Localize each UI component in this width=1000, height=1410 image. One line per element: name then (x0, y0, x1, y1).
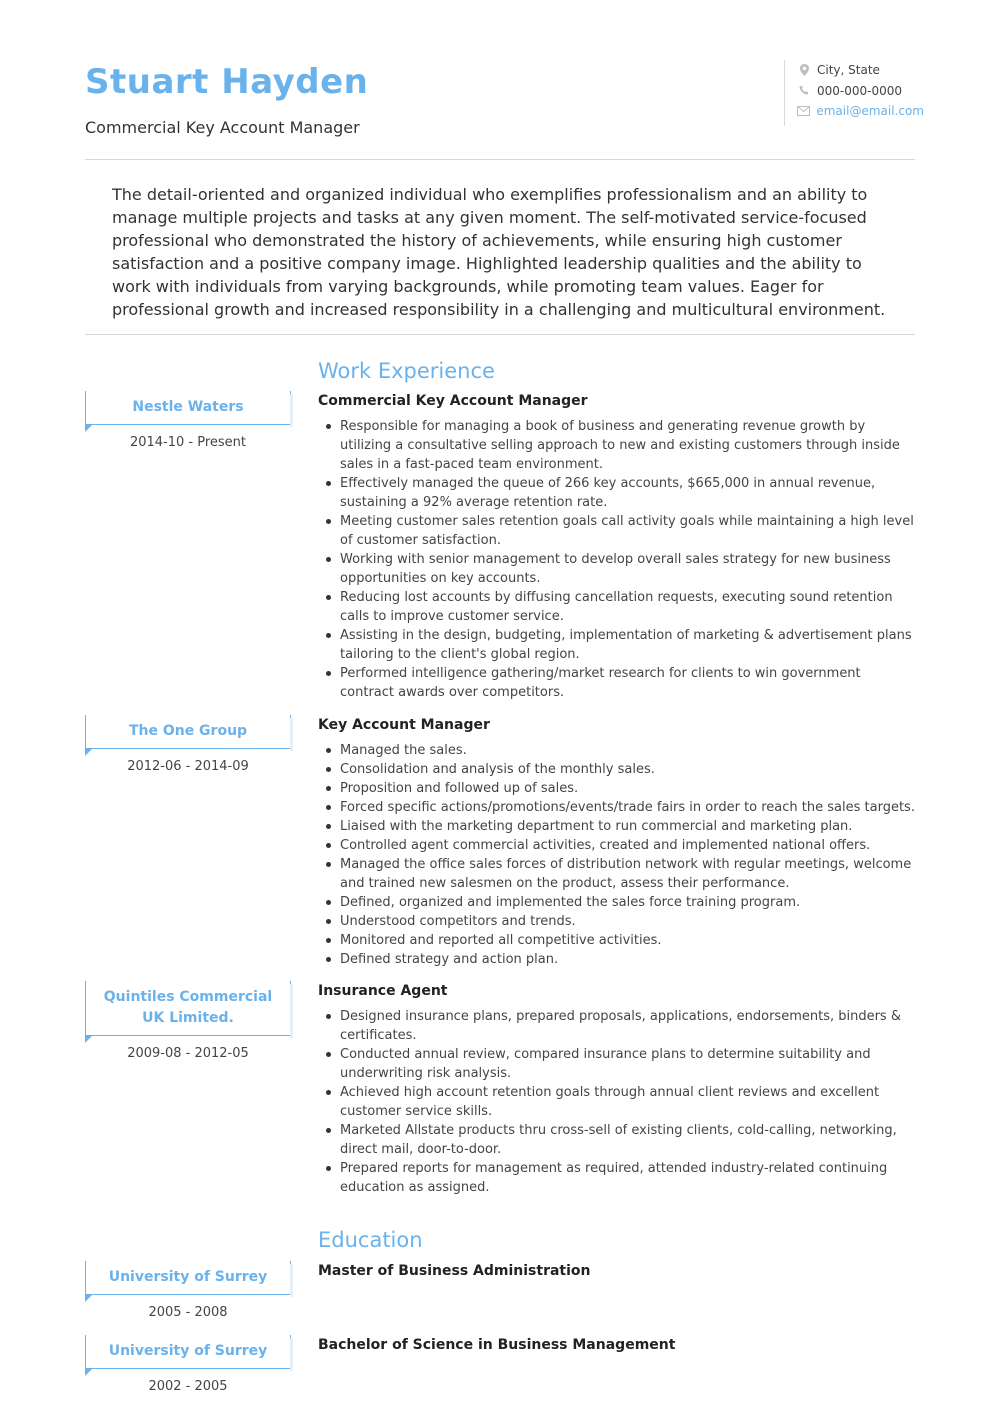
list-item: Marketed Allstate products thru cross-sell of existing clients, cold-calling, networking, direct mail, door-to-door. (340, 1121, 916, 1159)
header-divider (85, 159, 915, 160)
job-bullets (318, 741, 916, 969)
list-item: Performed intelligence gathering/market research for clients to win government contract awards over competitors. (340, 664, 916, 702)
job-role: Key Account Manager (318, 717, 490, 733)
list-item: Assisting in the design, budgeting, implementation of marketing & advertisement plans tailoring to the client's global region. (340, 626, 916, 664)
degree-title: Master of Business Administration (318, 1263, 591, 1279)
email-link[interactable]: email@email.com (816, 104, 924, 119)
job-bullets (318, 1007, 916, 1197)
list-item: Proposition and followed up of sales. (340, 779, 916, 798)
contact-email[interactable] (797, 101, 924, 122)
job-dates: 2012-06 - 2014-09 (127, 759, 249, 774)
list-item: Working with senior management to develop overall sales strategy for new business opportunities on key accounts. (340, 550, 916, 588)
candidate-title: Commercial Key Account Manager (85, 118, 360, 137)
education-dates: 2002 - 2005 (148, 1379, 228, 1394)
list-item: Monitored and reported all competitive activities. (340, 931, 916, 950)
job-dates: 2009-08 - 2012-05 (127, 1046, 249, 1061)
degree-title: Bachelor of Science in Business Management (318, 1337, 676, 1353)
school-name: University of Surrey (108, 1269, 268, 1285)
school-box (85, 1335, 291, 1369)
envelope-icon (797, 104, 810, 118)
company-name: Quintiles Commercial UK Limited. (103, 989, 273, 1026)
list-item: Meeting customer sales retention goals call activity goals while maintaining a high level of customer satisfaction. (340, 512, 916, 550)
list-item: Understood competitors and trends. (340, 912, 916, 931)
list-item: Liaised with the marketing department to run commercial and marketing plan. (340, 817, 916, 836)
list-item: Forced specific actions/promotions/events/trade fairs in order to reach the sales targets. (340, 800, 915, 815)
list-item: Managed the sales. (340, 741, 916, 760)
job-role: Insurance Agent (318, 983, 448, 999)
contact-block (784, 60, 924, 126)
school-box (85, 1261, 291, 1295)
company-name: Nestle Waters (132, 399, 244, 415)
job-role: Commercial Key Account Manager (318, 393, 588, 409)
company-name: The One Group (128, 723, 248, 739)
company-box (85, 715, 291, 749)
phone-text: 000-000-0000 (817, 83, 903, 98)
list-item: Designed insurance plans, prepared proposals, applications, endorsements, binders & certificates. (340, 1007, 916, 1045)
list-item: Responsible for managing a book of business and generating revenue growth by utilizing a consultative selling approach to new and existing customers through inside sales in a fast-paced team environment. (340, 417, 916, 474)
summary-divider (85, 334, 915, 335)
list-item: Controlled agent commercial activities, created and implemented national offers. (340, 836, 916, 855)
list-item: Reducing lost accounts by diffusing cancellation requests, executing sound retention calls to improve customer service. (340, 588, 916, 626)
contact-phone (797, 81, 924, 102)
list-item: Defined strategy and action plan. (340, 950, 916, 969)
job-bullets (318, 417, 916, 702)
map-pin-icon (797, 63, 811, 77)
company-box (85, 981, 291, 1036)
list-item: Conducted annual review, compared insurance plans to determine suitability and underwriting risk analysis. (340, 1045, 916, 1083)
phone-icon (797, 84, 811, 98)
work-experience-heading: Work Experience (318, 359, 495, 383)
list-item: Consolidation and analysis of the monthly sales. (340, 760, 916, 779)
list-item: Effectively managed the queue of 266 key accounts, $665,000 in annual revenue, sustaining a 92% average retention rate. (340, 474, 916, 512)
contact-location (797, 60, 924, 81)
candidate-name: Stuart Hayden (85, 62, 369, 102)
summary-paragraph: The detail-oriented and organized individual who exemplifies professionalism and an ability to manage multiple projects and tasks at any given moment. The self-motivated service-focused professional who demonstrated the history of achievements, while ensuring high customer satisfaction and a positive company image. Highlighted leadership qualities and the ability to work with individuals from varying backgrounds, while promoting team values. Eager for professional growth and increased responsibility in a challenging and multicultural environment. (112, 185, 886, 319)
list-item: Managed the office sales forces of distribution network with regular meetings, welcome and trained new salesmen on the product, assess their performance. (340, 855, 916, 893)
location-text: City, State (817, 63, 880, 78)
list-item: Prepared reports for management as required, attended industry-related continuing education as assigned. (340, 1159, 916, 1197)
school-name: University of Surrey (108, 1343, 268, 1359)
list-item: Defined, organized and implemented the sales force training program. (340, 893, 916, 912)
company-box (85, 391, 291, 425)
education-dates: 2005 - 2008 (148, 1305, 228, 1320)
education-heading: Education (318, 1228, 423, 1252)
job-dates: 2014-10 - Present (129, 435, 247, 450)
list-item: Achieved high account retention goals through annual client reviews and excellent customer service skills. (340, 1083, 916, 1121)
